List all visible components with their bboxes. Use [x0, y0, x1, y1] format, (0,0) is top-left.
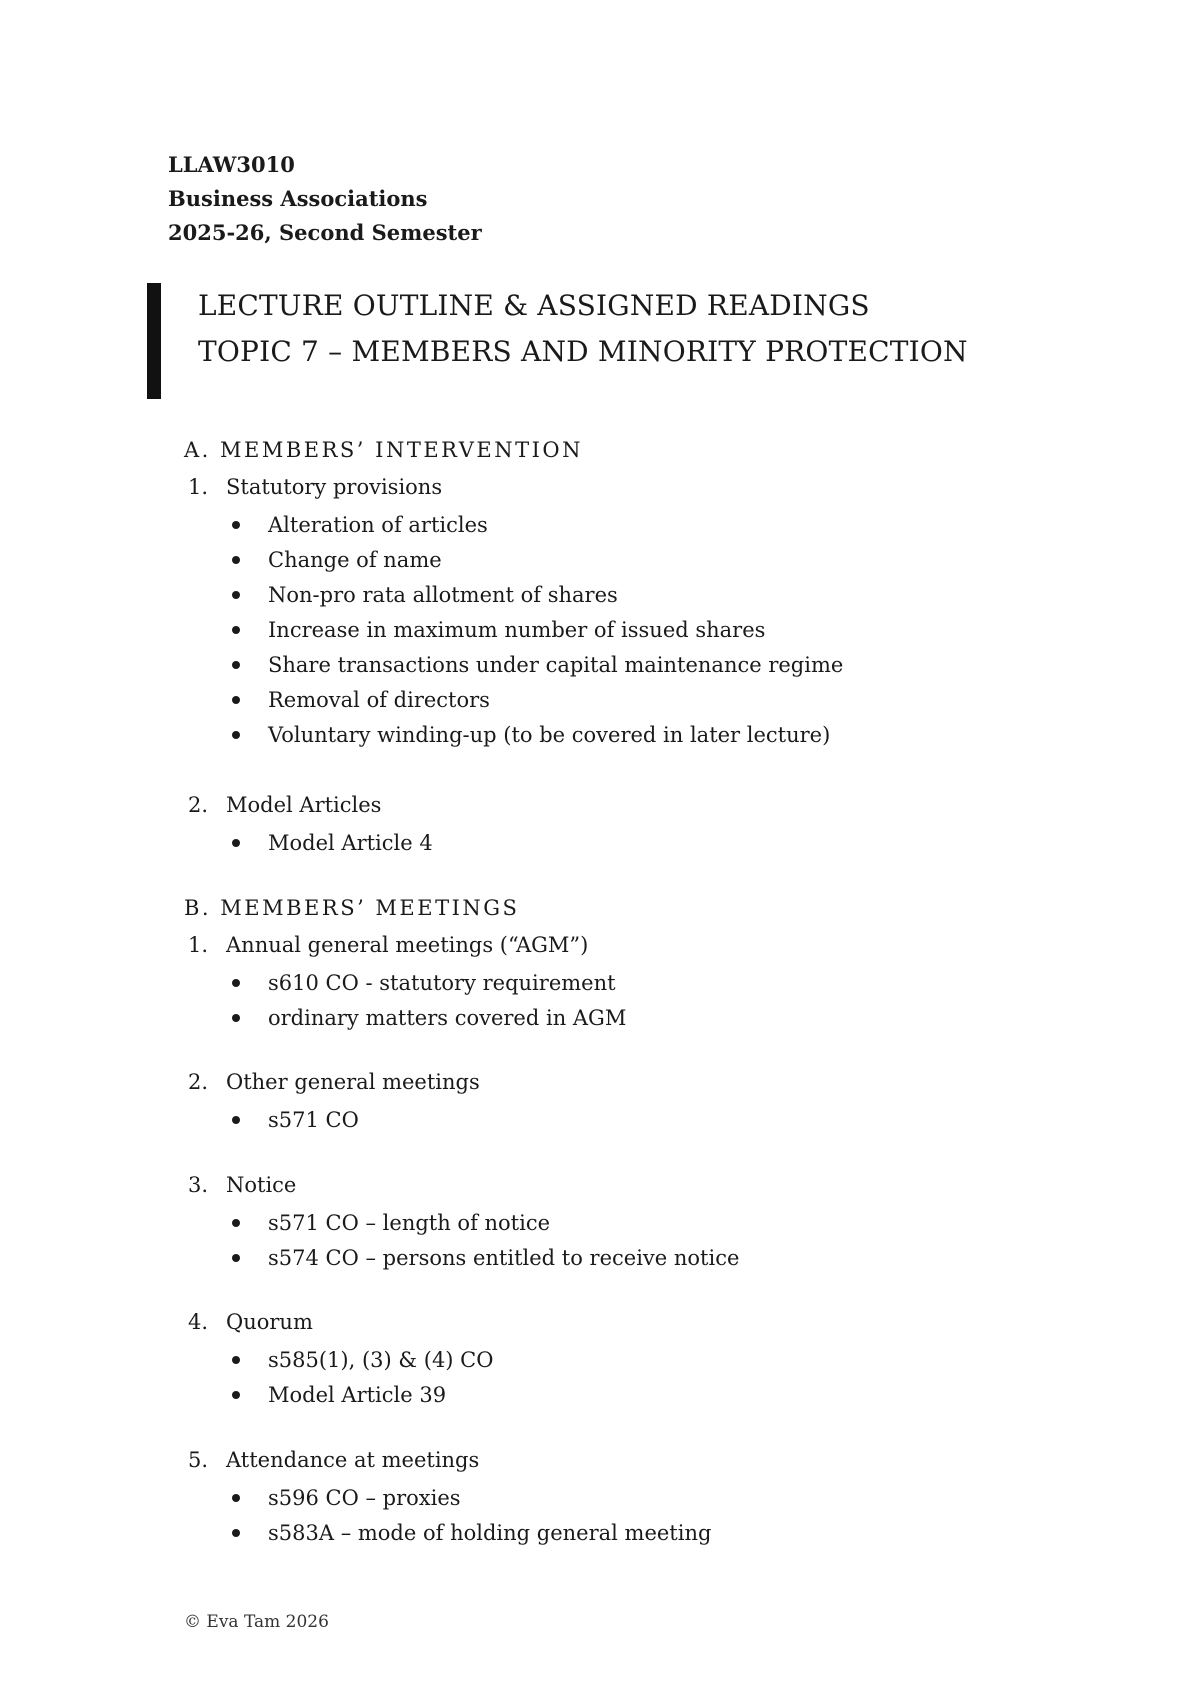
- title-line-1: LECTURE OUTLINE & ASSIGNED READINGS: [198, 289, 870, 322]
- document-title-block: [147, 283, 968, 399]
- list-item: Non-pro rata allotment of shares: [232, 578, 843, 613]
- bullet-icon: [232, 979, 240, 987]
- list-item: Removal of directors: [232, 683, 843, 718]
- list-item: s571 CO: [232, 1103, 359, 1138]
- bullet-icon: [232, 521, 240, 529]
- section-b-item-4: [188, 1310, 313, 1334]
- item-label: Other general meetings: [226, 1070, 480, 1094]
- section-b-item-4-bullets: [232, 1343, 493, 1413]
- item-label: Attendance at meetings: [226, 1448, 480, 1472]
- list-item: s571 CO – length of notice: [232, 1206, 739, 1241]
- item-label: Quorum: [226, 1310, 313, 1334]
- list-item: Model Article 4: [232, 826, 433, 861]
- course-header: [168, 148, 482, 250]
- bullet-icon: [232, 626, 240, 634]
- section-a-item-2-bullets: [232, 826, 433, 861]
- list-item: Increase in maximum number of issued shares: [232, 613, 843, 648]
- list-item: s574 CO – persons entitled to receive notice: [232, 1241, 739, 1276]
- course-name: Business Associations: [168, 186, 428, 211]
- section-b-item-1-bullets: [232, 966, 626, 1036]
- list-item: s583A – mode of holding general meeting: [232, 1516, 711, 1551]
- list-item: Voluntary winding-up (to be covered in later lecture): [232, 718, 843, 753]
- section-b-item-3-bullets: [232, 1206, 739, 1276]
- item-number: 1.: [188, 933, 209, 957]
- item-number: 5.: [188, 1448, 209, 1472]
- list-item: s610 CO - statutory requirement: [232, 966, 626, 1001]
- item-number: 2.: [188, 793, 209, 817]
- course-code: LLAW3010: [168, 152, 295, 177]
- section-b-item-1: [188, 933, 588, 957]
- bullet-icon: [232, 556, 240, 564]
- section-b-item-2: [188, 1070, 480, 1094]
- bullet-icon: [232, 661, 240, 669]
- list-item: Change of name: [232, 543, 843, 578]
- item-number: 3.: [188, 1173, 209, 1197]
- item-label: Statutory provisions: [226, 475, 443, 499]
- course-term: 2025-26, Second Semester: [168, 220, 482, 245]
- item-number: 4.: [188, 1310, 209, 1334]
- bullet-icon: [232, 591, 240, 599]
- title-line-2: TOPIC 7 – MEMBERS AND MINORITY PROTECTION: [198, 335, 968, 368]
- bullet-icon: [232, 1391, 240, 1399]
- list-item: Model Article 39: [232, 1378, 493, 1413]
- section-b-item-2-bullets: [232, 1103, 359, 1138]
- section-b-heading: B. MEMBERS’ MEETINGS: [184, 896, 520, 920]
- item-label: Notice: [226, 1173, 297, 1197]
- section-a-item-2: [188, 793, 381, 817]
- bullet-icon: [232, 1356, 240, 1364]
- bullet-icon: [232, 1014, 240, 1022]
- list-item: ordinary matters covered in AGM: [232, 1001, 626, 1036]
- section-a-heading: A. MEMBERS’ INTERVENTION: [184, 438, 583, 462]
- section-b-item-3: [188, 1173, 296, 1197]
- bullet-icon: [232, 1529, 240, 1537]
- bullet-icon: [232, 696, 240, 704]
- bullet-icon: [232, 1494, 240, 1502]
- list-item: s585(1), (3) & (4) CO: [232, 1343, 493, 1378]
- copyright-footer: © Eva Tam 2026: [184, 1612, 329, 1632]
- section-b-item-5-bullets: [232, 1481, 711, 1551]
- bullet-icon: [232, 1116, 240, 1124]
- bullet-icon: [232, 1254, 240, 1262]
- item-label: Model Articles: [226, 793, 382, 817]
- item-label: Annual general meetings (“AGM”): [226, 933, 589, 957]
- list-item: Share transactions under capital maintenance regime: [232, 648, 843, 683]
- bullet-icon: [232, 731, 240, 739]
- bullet-icon: [232, 1219, 240, 1227]
- list-item: s596 CO – proxies: [232, 1481, 711, 1516]
- item-number: 1.: [188, 475, 209, 499]
- section-a-item-1-bullets: [232, 508, 843, 753]
- section-b-item-5: [188, 1448, 479, 1472]
- bullet-icon: [232, 839, 240, 847]
- item-number: 2.: [188, 1070, 209, 1094]
- section-a-item-1: [188, 475, 442, 499]
- list-item: Alteration of articles: [232, 508, 843, 543]
